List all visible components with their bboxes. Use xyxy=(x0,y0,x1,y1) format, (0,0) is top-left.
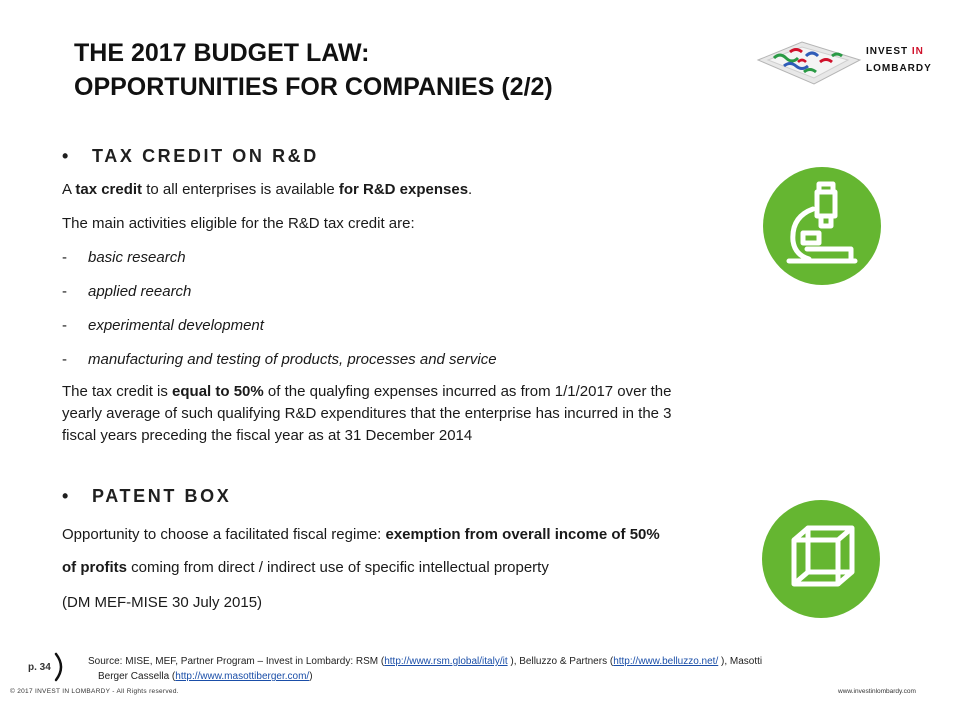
title-line-2: OPPORTUNITIES FOR COMPANIES (2/2) xyxy=(74,73,553,101)
list-item xyxy=(62,349,497,371)
patent-bold: exemption from overall income of 50% xyxy=(385,526,660,543)
rd-intro-part: to all enterprises is available xyxy=(142,181,339,198)
rd-eligible-text: The main activities eligible for the R&D tax credit are: xyxy=(62,215,415,232)
microscope-icon xyxy=(763,167,881,285)
list-item xyxy=(62,315,264,337)
rd-intro xyxy=(62,179,472,201)
list-item xyxy=(62,247,186,269)
page-number: p. 34 xyxy=(28,662,51,673)
section-heading-rd xyxy=(62,146,319,167)
rd-credit-bold: equal to 50% xyxy=(172,383,264,400)
copyright: © 2017 INVEST IN LOMBARDY - All Rights reserved. xyxy=(10,688,179,695)
patent-bold: of profits xyxy=(62,559,127,576)
rd-intro-part: A xyxy=(62,181,76,198)
link-masotti[interactable]: http://www.masottiberger.com/ xyxy=(175,671,310,682)
list-item xyxy=(62,281,191,303)
rd-intro-bold: tax credit xyxy=(75,181,143,198)
cube-icon xyxy=(762,500,880,618)
rd-credit-part: of the qualyfing expenses incurred as from 1/1/2017 over the xyxy=(263,383,672,400)
rd-intro-part: . xyxy=(468,181,473,198)
list-dash: - xyxy=(62,249,67,266)
section-heading-patent xyxy=(62,486,231,507)
source-text: Berger Cassella ( xyxy=(98,671,176,682)
rd-credit-part: The tax credit is xyxy=(62,383,173,400)
logo-text xyxy=(866,43,932,77)
list-item-text: manufacturing and testing of products, processes and service xyxy=(88,351,497,368)
link-rsm[interactable]: http://www.rsm.global/italy/it xyxy=(384,656,508,667)
link-belluzzo[interactable]: http://www.belluzzo.net/ xyxy=(613,656,719,667)
patent-part: Opportunity to choose a facilitated fiscal regime: xyxy=(62,526,386,543)
source-text: Source: MISE, MEF, Partner Program – Invest in Lombardy: RSM ( xyxy=(88,656,385,667)
list-dash: - xyxy=(62,317,67,334)
patent-line-3: (DM MEF-MISE 30 July 2015) xyxy=(62,594,263,611)
page-bracket-icon xyxy=(52,652,68,682)
patent-part: coming from direct / indirect use of specific intellectual property xyxy=(127,559,549,576)
rd-credit-line: yearly average of such qualifying R&D expenditures that the enterprise has incurred in the 3 xyxy=(62,405,672,422)
source-text: ), Masotti xyxy=(718,656,763,667)
list-item-text: basic research xyxy=(88,249,186,266)
source-note xyxy=(88,654,868,684)
lombardy-map-logo-icon xyxy=(754,38,864,88)
patent-line-2 xyxy=(62,557,549,579)
logo-word-lombardy: LOMBARDY xyxy=(866,63,932,74)
bullet: • xyxy=(62,146,69,166)
title-line-1: THE 2017 BUDGET LAW: xyxy=(74,39,370,67)
website-link[interactable]: www.investinlombardy.com xyxy=(838,688,916,695)
source-text: ), Belluzzo & Partners ( xyxy=(507,656,614,667)
list-dash: - xyxy=(62,351,67,368)
bullet: • xyxy=(62,486,69,506)
section-heading-rd-text: TAX CREDIT ON R&D xyxy=(92,146,319,166)
list-item-text: experimental development xyxy=(88,317,264,334)
section-heading-patent-text: PATENT BOX xyxy=(92,486,232,506)
list-dash: - xyxy=(62,283,67,300)
patent-line-1 xyxy=(62,524,660,546)
source-text: ) xyxy=(309,671,313,682)
rd-intro-bold: for R&D expenses xyxy=(338,181,469,198)
rd-credit-paragraph xyxy=(62,381,782,447)
logo-word-in: IN xyxy=(911,46,924,57)
page-title xyxy=(74,36,553,104)
rd-credit-line: fiscal years preceding the fiscal year as at 31 December 2014 xyxy=(62,427,473,444)
list-item-text: applied reearch xyxy=(88,283,192,300)
logo-word-invest: INVEST xyxy=(866,46,909,57)
